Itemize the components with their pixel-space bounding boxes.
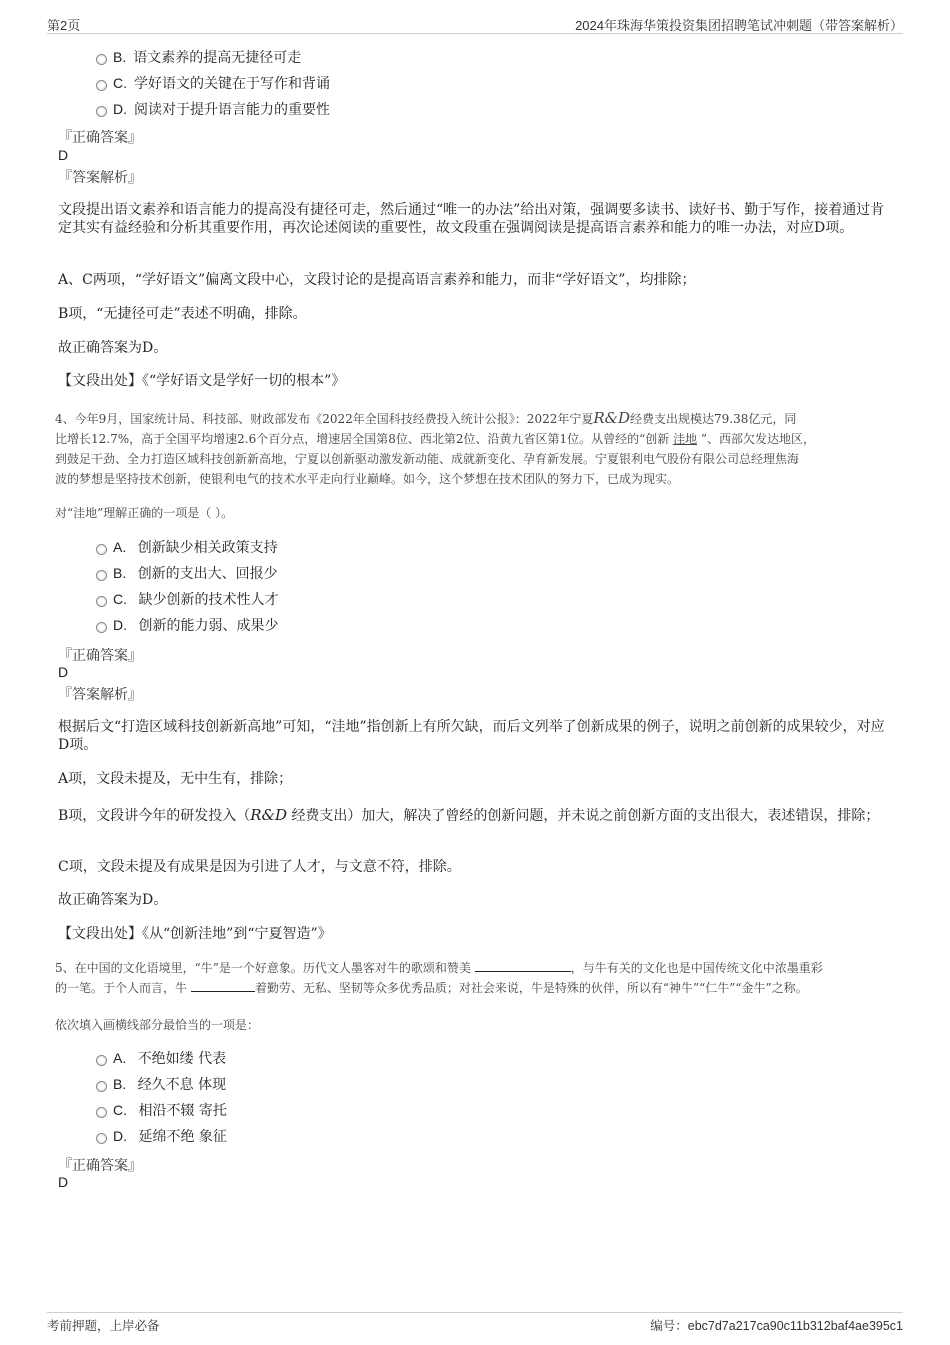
q4-analysis-a: A项，文段未提及，无中生有，排除； [58, 771, 293, 787]
radio-icon[interactable] [96, 80, 107, 91]
q5-option-a[interactable]: A. 不绝如缕 代表 [96, 1048, 226, 1068]
q3-answer: D [58, 147, 69, 163]
rd-math: R&D [593, 409, 631, 427]
document-title: 2024年珠海华策投资集团招聘笔试冲刺题（带答案解析） [575, 18, 903, 33]
q4-option-b[interactable]: B. 创新的支出大、回报少 [96, 563, 278, 583]
q4-option-a[interactable]: A. 创新缺少相关政策支持 [96, 537, 278, 557]
q5-option-d[interactable]: D. 延绵不绝 象征 [96, 1126, 227, 1146]
radio-icon[interactable] [96, 596, 107, 607]
q5-stem: 5、在中国的文化语境里，“牛”是一个好意象。历代文人墨客对牛的歌颂和赞美 ，与牛有关的文化也是中国传统文化中浓墨重彩 的一笔。于个人而言，牛 着勤劳、无私、坚韧等众多优秀品质；对社会来说，牛是特殊的伙伴，所以有“神牛”“仁牛”“金牛”之称。 [55, 961, 823, 995]
q3-option-d[interactable]: D. 阅读对于提升语言能力的重要性 [96, 99, 330, 119]
radio-icon[interactable] [96, 622, 107, 633]
q5-answer-label: 『正确答案』 [58, 1158, 142, 1174]
document-code: 编号：ebc7d7a217ca90c11b312baf4ae395c1 [650, 1319, 903, 1333]
radio-icon[interactable] [96, 54, 107, 65]
radio-icon[interactable] [96, 544, 107, 555]
q3-analysis-ac: A、C两项，“学好语文”偏离文段中心，文段讨论的是提高语言素养和能力，而非“学好语文”，均排除； [58, 272, 696, 288]
radio-icon[interactable] [96, 106, 107, 117]
page-number: 第2页 [47, 18, 81, 33]
q4-analysis-b: B项，文段讲今年的研发投入（R&D 经费支出）加大，解决了曾经的创新问题，并未说之前创新方面的支出很大，表述错误，排除； [58, 806, 880, 824]
fill-blank-1[interactable] [475, 960, 571, 972]
q3-source: 【文段出处】《“学好语文是学好一切的根本”》 [58, 373, 346, 389]
q4-option-d[interactable]: D. 创新的能力弱、成果少 [96, 615, 278, 635]
radio-icon[interactable] [96, 1055, 107, 1066]
footer-slogan: 考前押题，上岸必备 [47, 1319, 160, 1333]
q4-answer: D [58, 664, 69, 680]
q4-stem: 4、今年9月，国家统计局、科技部、财政部发布《2022年全国科技经费投入统计公报》：2022年宁夏R&D经费支出规模达79.38亿元，同 比增长12.7%，高于全国平均增速2.6个百分点，增速居全国第8位、西北第2位、沿黄九省区第1位。从曾经的“创新 洼地 ”、西部欠发达地区， 到鼓足干劲、全力打造区域科技创新新高地，宁夏以创新驱动激发新动能、成就新变化、孕育新发展。宁夏银利电气股份有限公司总经理焦海 波的梦想是坚持技术创新，使银利电气的技术水平走向行业巅峰。如今，这个梦想在技术团队的努力下，已成为现实。 [55, 409, 816, 486]
q4-answer-label: 『正确答案』 [58, 648, 142, 664]
q3-analysis-label: 『答案解析』 [58, 170, 142, 186]
q4-analysis-paragraph: 根据后文“打造区域科技创新新高地”可知，“洼地”指创新上有所欠缺，而后文列举了创新成果的例子，说明之前创新的成果较少，对应D项。 [58, 719, 885, 753]
radio-icon[interactable] [96, 1133, 107, 1144]
q4-conclusion: 故正确答案为D。 [58, 892, 168, 908]
q4-analysis-label: 『答案解析』 [58, 687, 142, 703]
radio-icon[interactable] [96, 1081, 107, 1092]
q3-option-c[interactable]: C. 学好语文的关键在于写作和背诵 [96, 73, 330, 93]
radio-icon[interactable] [96, 1107, 107, 1118]
underlined-term: 洼地 [673, 432, 698, 446]
radio-icon[interactable] [96, 570, 107, 581]
q5-answer: D [58, 1174, 69, 1190]
q4-prompt: 对“洼地”理解正确的一项是（ ）。 [55, 506, 234, 520]
q3-conclusion: 故正确答案为D。 [58, 340, 168, 356]
q4-option-c[interactable]: C. 缺少创新的技术性人才 [96, 589, 278, 609]
q3-answer-label: 『正确答案』 [58, 130, 142, 146]
fill-blank-2[interactable] [191, 980, 255, 992]
q3-analysis-b: B项，“无捷径可走”表述不明确，排除。 [58, 306, 307, 322]
q3-option-b[interactable]: B. 语文素养的提高无捷径可走 [96, 47, 301, 67]
q4-source: 【文段出处】《从“创新洼地”到“宁夏智造”》 [58, 926, 332, 942]
q4-analysis-c: C项，文段未提及有成果是因为引进了人才，与文意不符，排除。 [58, 859, 461, 875]
q5-option-b[interactable]: B. 经久不息 体现 [96, 1074, 226, 1094]
rd-math: R&D [250, 806, 287, 824]
q3-analysis-paragraph: 文段提出语文素养和语言能力的提高没有捷径可走，然后通过“唯一的办法”给出对策，强调要多读书、读好书、勤于写作，接着通过肯定其实有益经验和分析其重要作用，再次论述阅读的重要性，故文段重在强调阅读是提高语言素养和能力的唯一办法，对应D项。 [58, 202, 885, 236]
page-header [47, 15, 903, 34]
q5-option-c[interactable]: C. 相沿不辍 寄托 [96, 1100, 227, 1120]
q5-prompt: 依次填入画横线部分最恰当的一项是： [55, 1018, 260, 1032]
page-footer [47, 1312, 903, 1335]
